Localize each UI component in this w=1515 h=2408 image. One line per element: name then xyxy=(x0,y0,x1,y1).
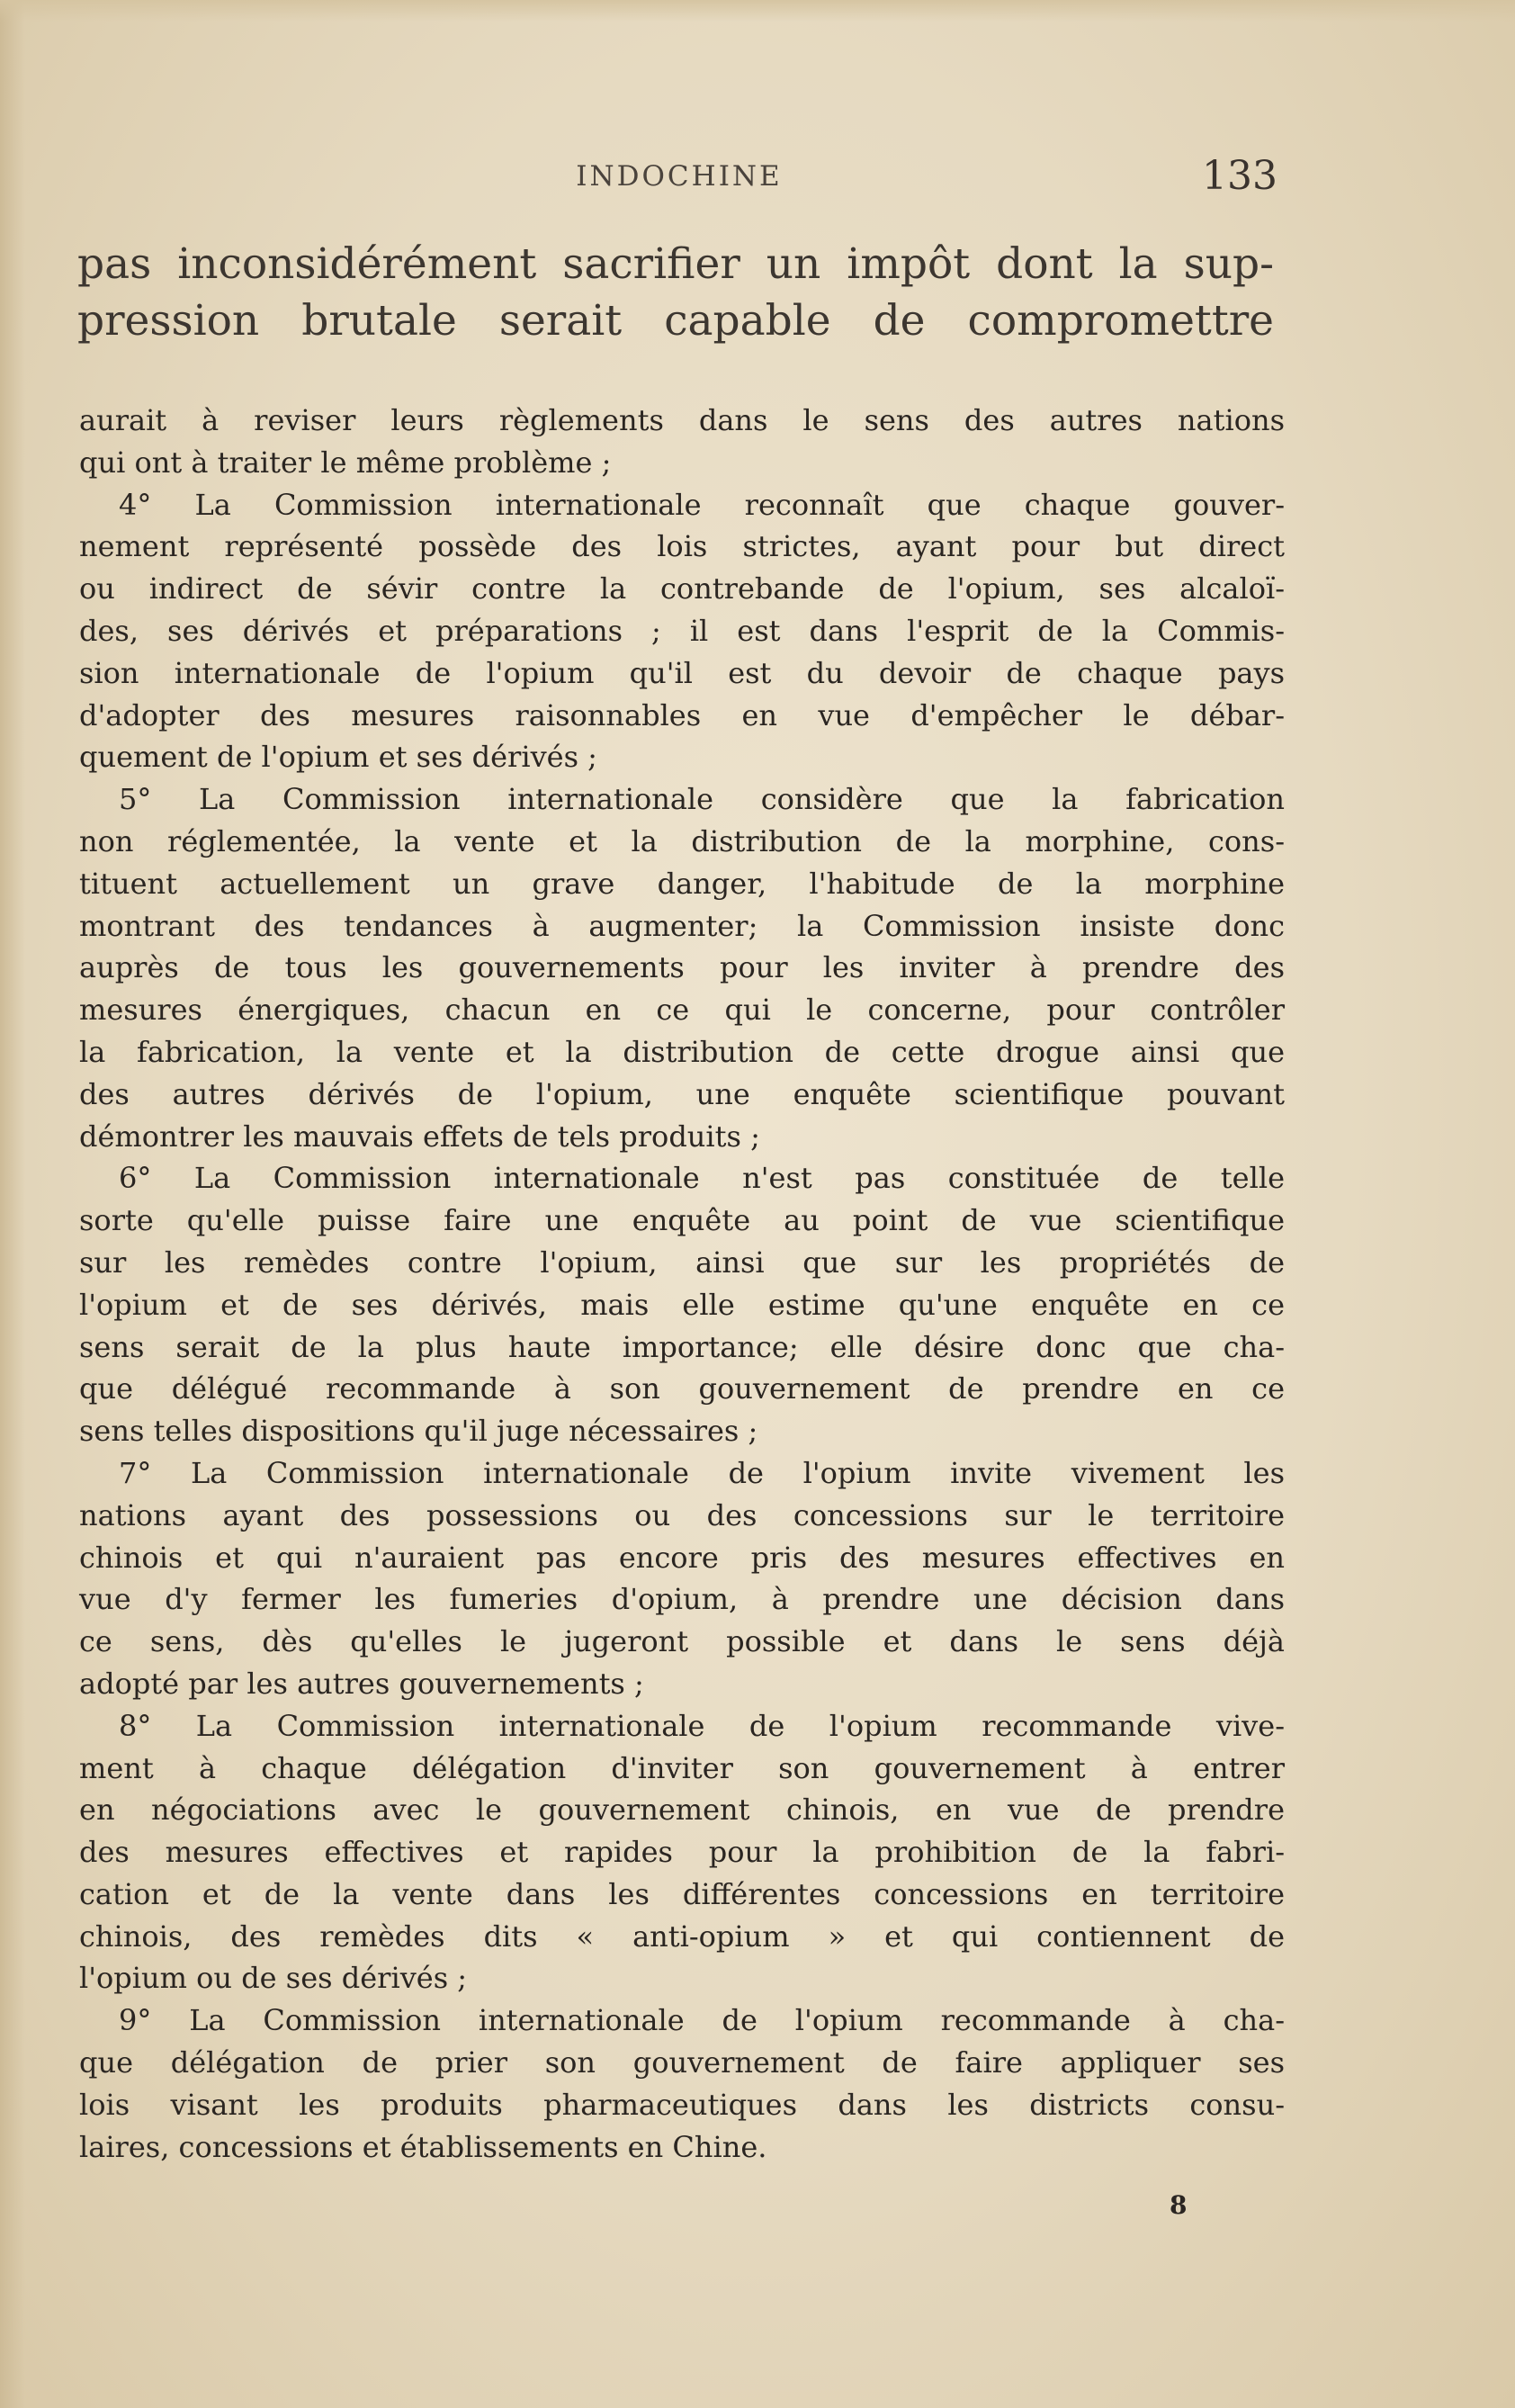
text-line: sens telles dispositions qu'il juge nécessaires ; xyxy=(79,1414,758,1449)
lead-line: pas inconsidérément sacrifier un impôt dont la sup- xyxy=(77,239,1274,289)
text-line: tituent actuellement un grave danger, l'habitude de la morphine xyxy=(79,866,1285,901)
text-line: en négociations avec le gouvernement chinois, en vue de prendre xyxy=(79,1793,1285,1828)
text-line: d'adopter des mesures raisonnables en vue d'empêcher le débar- xyxy=(79,697,1285,732)
text-line: chinois et qui n'auraient pas encore pris des mesures effectives en xyxy=(79,1540,1285,1575)
text-line: sion internationale de l'opium qu'il est du devoir de chaque pays xyxy=(79,655,1285,690)
text-line: montrant des tendances à augmenter; la Commission insiste donc xyxy=(79,908,1285,943)
page-number: 133 xyxy=(1202,153,1277,199)
text-line: l'opium et de ses dérivés, mais elle estime qu'une enquête en ce xyxy=(79,1287,1285,1322)
text-line: lois visant les produits pharmaceutiques dans les districts consu- xyxy=(79,2087,1285,2122)
text-line: quement de l'opium et ses dérivés ; xyxy=(79,740,597,775)
text-line: 5° La Commission internationale considère que la fabrication xyxy=(119,782,1285,817)
text-line: ment à chaque délégation d'inviter son gouvernement à entrer xyxy=(79,1750,1285,1785)
body-text xyxy=(79,400,1285,2168)
text-line: 6° La Commission internationale n'est pas constituée de telle xyxy=(119,1161,1285,1196)
text-line: que délégation de prier son gouvernement de faire appliquer ses xyxy=(79,2045,1285,2080)
text-line: vue d'y fermer les fumeries d'opium, à prendre une décision dans xyxy=(79,1582,1285,1617)
text-line: adopté par les autres gouvernements ; xyxy=(79,1666,644,1701)
text-line: 7° La Commission internationale de l'opium invite vivement les xyxy=(119,1455,1285,1490)
text-line: laires, concessions et établissements en Chine. xyxy=(79,2129,767,2164)
text-line: que délégué recommande à son gouvernement de prendre en ce xyxy=(79,1371,1285,1406)
page-header xyxy=(81,153,1277,207)
text-line: nations ayant des possessions ou des concessions sur le territoire xyxy=(79,1497,1285,1532)
text-line: ou indirect de sévir contre la contrebande de l'opium, ses alcaloï- xyxy=(79,571,1285,606)
text-line: qui ont à traiter le même problème ; xyxy=(79,445,612,480)
text-line: des autres dérivés de l'opium, une enquête scientifique pouvant xyxy=(79,1076,1285,1111)
lead-line: pression brutale serait capable de compromettre xyxy=(77,296,1274,346)
text-line: sens serait de la plus haute importance; elle désire donc que cha- xyxy=(79,1329,1285,1364)
page-edge-shadow xyxy=(0,0,25,2408)
text-line: mesures énergiques, chacun en ce qui le concerne, pour contrôler xyxy=(79,993,1285,1028)
signature-mark: 8 xyxy=(1170,2190,1188,2220)
text-line: ce sens, dès qu'elles le jugeront possible et dans le sens déjà xyxy=(79,1624,1285,1659)
page-top-shadow xyxy=(0,0,1515,22)
text-line: aurait à reviser leurs règlements dans le sens des autres nations xyxy=(79,403,1285,437)
text-line: 9° La Commission internationale de l'opium recommande à cha- xyxy=(119,2003,1285,2038)
text-line: chinois, des remèdes dits « anti-opium » et qui contiennent de xyxy=(79,1918,1285,1954)
text-line: sur les remèdes contre l'opium, ainsi que sur les propriétés de xyxy=(79,1244,1285,1280)
text-line: 4° La Commission internationale reconnaît que chaque gouver- xyxy=(119,487,1285,522)
text-line: des mesures effectives et rapides pour la prohibition de la fabri- xyxy=(79,1835,1285,1870)
lead-paragraph xyxy=(77,236,1274,349)
running-title: INDOCHINE xyxy=(576,160,783,193)
text-line: des, ses dérivés et préparations ; il est dans l'esprit de la Commis- xyxy=(79,613,1285,648)
text-line: l'opium ou de ses dérivés ; xyxy=(79,1961,468,1996)
text-line: nement représenté possède des lois strictes, ayant pour but direct xyxy=(79,529,1285,564)
text-line: sorte qu'elle puisse faire une enquête au point de vue scientifique xyxy=(79,1203,1285,1238)
text-line: non réglementée, la vente et la distribution de la morphine, cons- xyxy=(79,823,1285,858)
text-line: la fabrication, la vente et la distribution de cette drogue ainsi que xyxy=(79,1034,1285,1069)
text-line: 8° La Commission internationale de l'opium recommande vive- xyxy=(119,1708,1285,1743)
text-line: cation et de la vente dans les différentes concessions en territoire xyxy=(79,1876,1285,1911)
text-line: auprès de tous les gouvernements pour les inviter à prendre des xyxy=(79,950,1285,985)
text-line: démontrer les mauvais effets de tels produits ; xyxy=(79,1119,760,1154)
